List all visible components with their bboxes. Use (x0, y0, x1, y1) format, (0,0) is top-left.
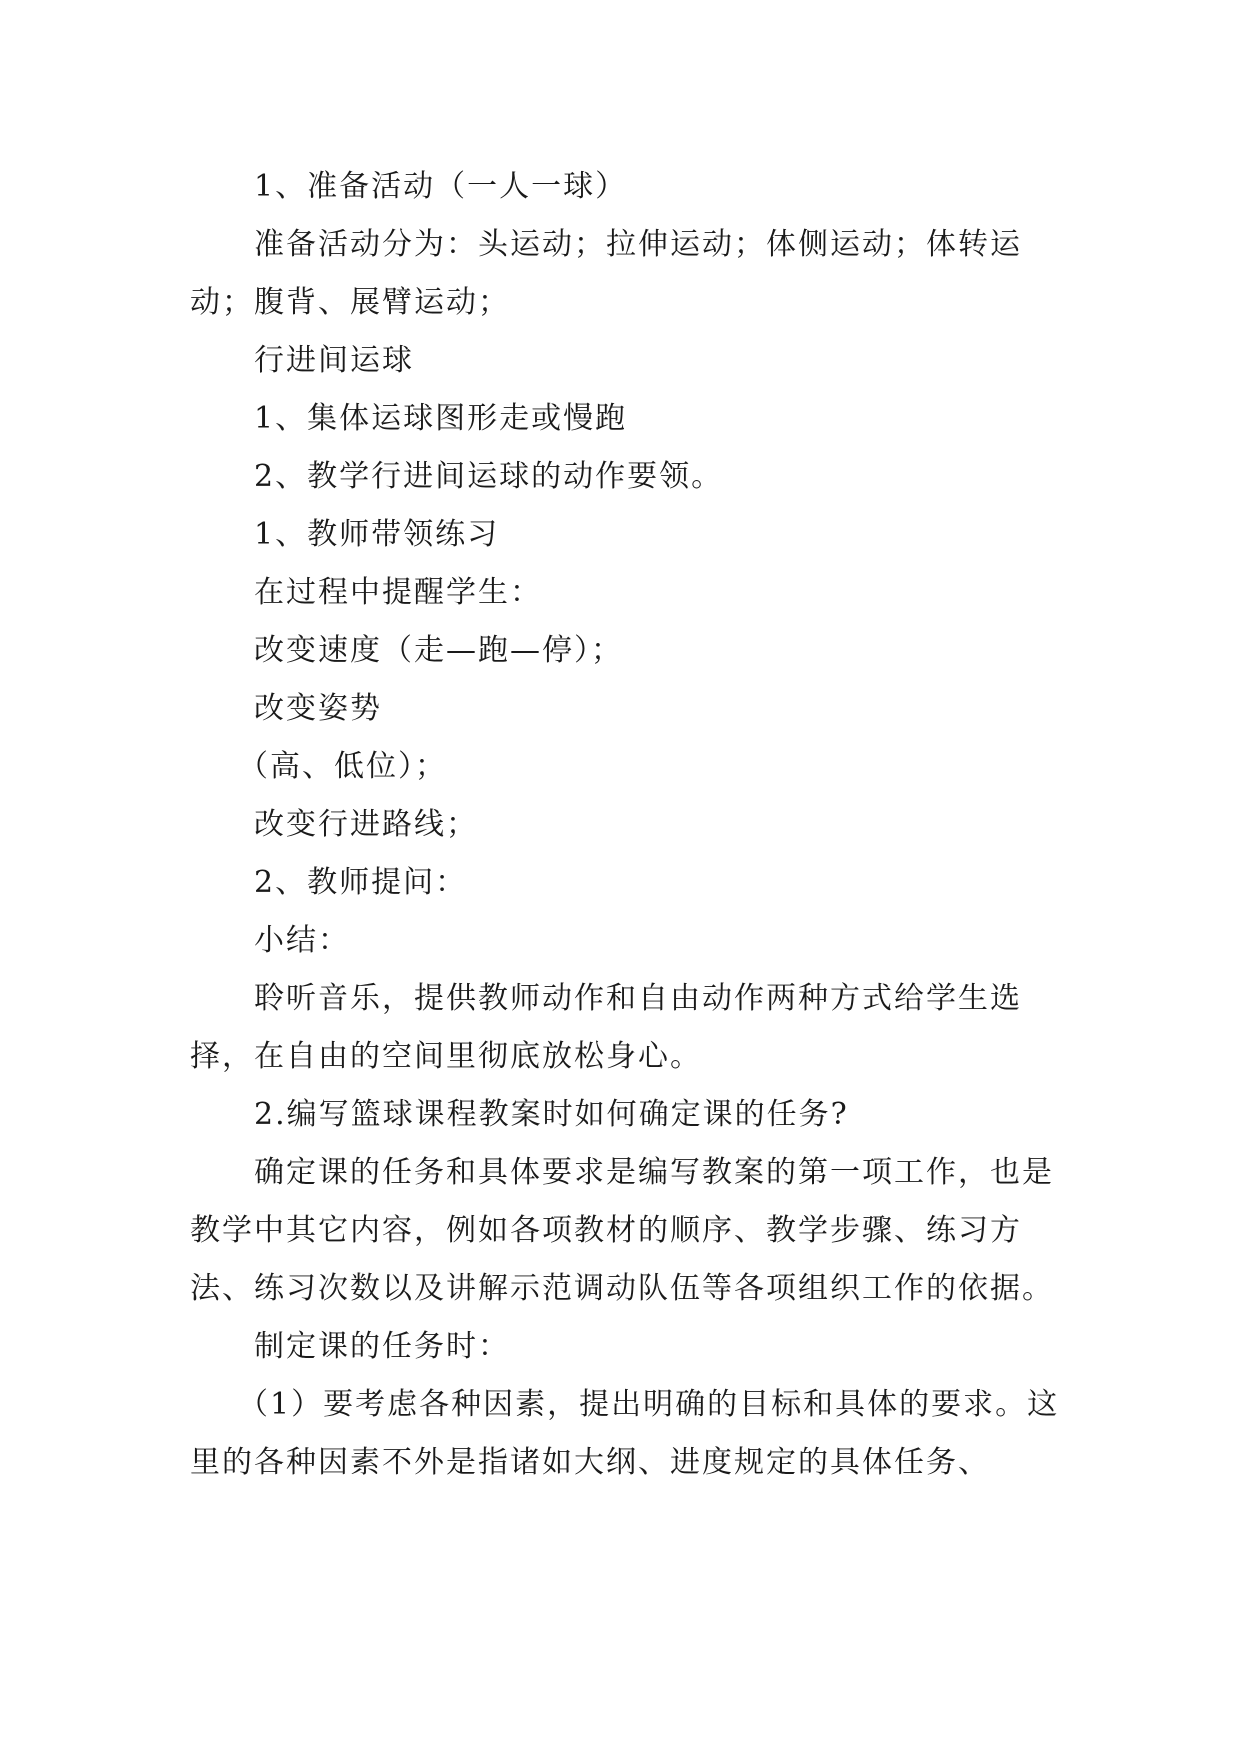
paragraph-task-setting: 制定课的任务时： (254, 1329, 510, 1364)
paragraph-task-importance: 确定课的任务和具体要求是编写教案的第一项工作，也是教学中其它内容，例如各项教材的顺序、教学步骤、练习方法、练习次数以及讲解示范调动队伍等各项组织工作的依据。 (190, 1155, 1054, 1306)
paragraph-group-dribble: 1、集体运球图形走或慢跑 (254, 401, 628, 436)
paragraph-warmup-title: 1、准备活动（一人一球） (254, 169, 628, 204)
paragraph-posture-levels: （高、低位）； (238, 749, 447, 784)
paragraph-teach-essentials: 2、教学行进间运球的动作要领。 (254, 459, 724, 494)
paragraph-change-posture: 改变姿势 (254, 691, 382, 726)
paragraph-factors: （1）要考虑各种因素，提出明确的目标和具体的要求。这里的各种因素不外是指诸如大纲、进度规定的具体任务、 (190, 1387, 1060, 1480)
paragraph-change-route: 改变行进路线； (254, 807, 478, 842)
paragraph-teacher-lead: 1、教师带领练习 (254, 517, 500, 552)
paragraph-dribble-heading: 行进间运球 (254, 343, 414, 378)
paragraph-teacher-question: 2、教师提问： (254, 865, 468, 900)
paragraph-reminder: 在过程中提醒学生： (254, 575, 542, 610)
paragraph-summary: 小结： (254, 923, 350, 958)
paragraph-change-speed: 改变速度（走—跑—停）； (254, 633, 623, 668)
paragraph-question-heading: 2.编写篮球课程教案时如何确定课的任务? (254, 1097, 849, 1132)
document-body (190, 158, 1070, 1492)
paragraph-warmup-content: 准备活动分为：头运动；拉伸运动；体侧运动；体转运动；腹背、展臂运动； (190, 227, 1022, 320)
paragraph-music-relax: 聆听音乐，提供教师动作和自由动作两种方式给学生选择，在自由的空间里彻底放松身心。 (190, 981, 1022, 1074)
